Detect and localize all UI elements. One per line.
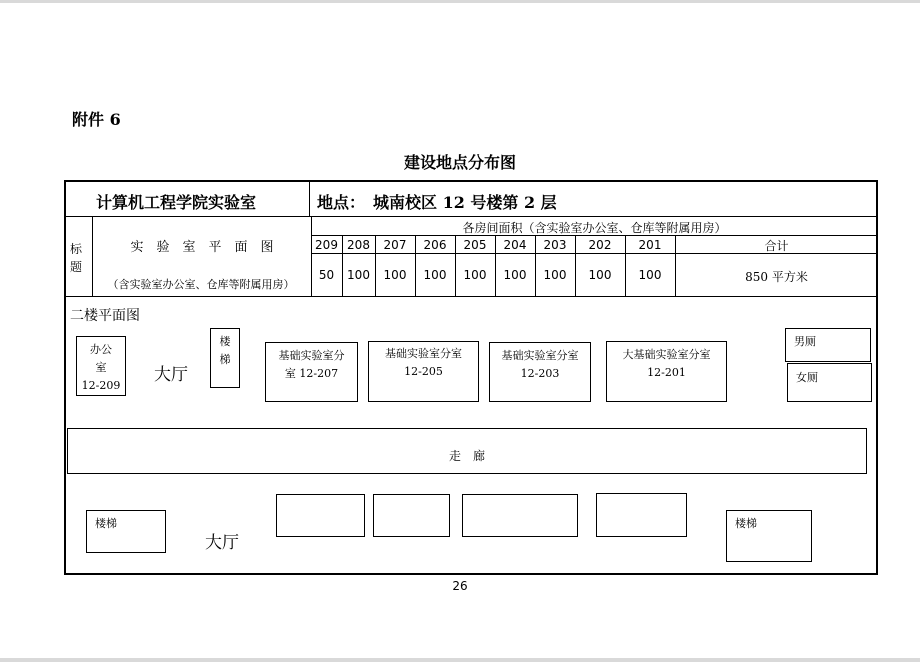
room-area: 50 [318,268,335,282]
room-lab-201: 大基础实验室分室 12-201 [606,341,727,402]
stairs-bottom-left: 楼梯 [86,510,166,553]
divider [64,296,878,297]
room-office-209: 办公 室 12-209 [76,336,126,396]
room-number: 206 [423,238,447,252]
top-edge [0,0,920,3]
mens-restroom: 男厕 [785,328,871,362]
room-area: 100 [423,268,447,282]
location: 地点： 城南校区 12 号楼第 2 层 [317,193,557,212]
room-number: 203 [543,238,567,252]
room-outline [596,493,687,537]
room-number: 207 [383,238,407,252]
divider [311,235,878,236]
room-lab-207: 基础实验室分 室 12-207 [265,342,358,402]
label-column: 标 题 [70,242,83,274]
stairs-bottom-right: 楼梯 [726,510,812,562]
total-label: 合计 [764,239,789,253]
document-title: 建设地点分布图 [403,153,516,172]
room-area: 100 [503,268,527,282]
room-number: 209 [315,238,338,252]
plan-note: （含实验室办公室、仓库等附属用房） [107,278,295,291]
plan-title: 实 验 室 平 面 图 [130,240,274,255]
bottom-edge [0,658,920,662]
hall-top: 大厅 [154,365,188,385]
room-area: 100 [383,268,407,282]
room-number: 201 [638,238,662,252]
page-number: 26 [452,579,468,593]
room-number: 204 [503,238,527,252]
room-number: 208 [347,238,370,252]
room-lab-205: 基础实验室分室 12-205 [368,341,479,402]
room-outline [462,494,578,537]
room-outline [373,494,450,537]
divider [309,182,310,216]
corridor: 走 廊 [67,428,867,474]
room-number: 202 [588,238,612,252]
stairs-top: 楼 梯 [210,328,240,388]
room-outline [276,494,365,537]
room-area: 100 [347,268,370,282]
room-area: 100 [463,268,487,282]
womens-restroom: 女厕 [787,363,872,402]
total-value: 850 平方米 [745,270,808,284]
room-area: 100 [638,268,662,282]
unit-name: 计算机工程学院实验室 [96,193,257,212]
room-number: 205 [463,238,487,252]
room-area: 100 [588,268,612,282]
area-header: 各房间面积（含实验室办公室、仓库等附属用房） [462,221,727,235]
divider [64,216,878,217]
attachment-label: 附件 6 [72,110,121,129]
room-lab-203: 基础实验室分室 12-203 [489,342,591,402]
hall-bottom: 大厅 [205,533,239,553]
room-area: 100 [543,268,567,282]
floor-plan-caption: 二楼平面图 [70,308,140,324]
